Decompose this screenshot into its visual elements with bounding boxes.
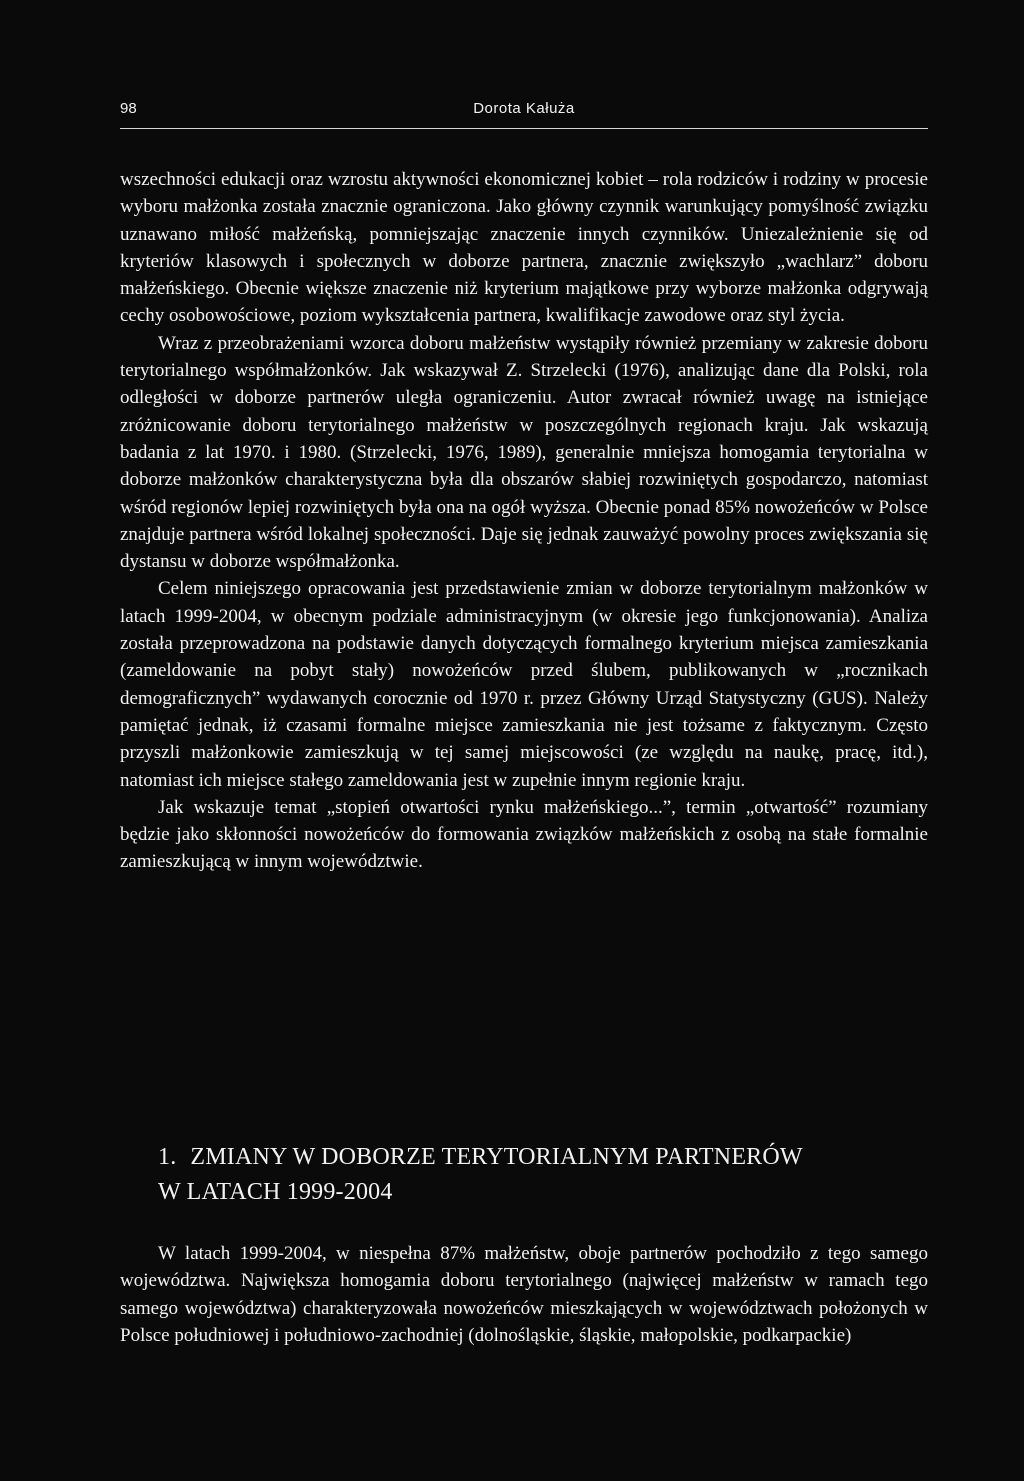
section-number: 1. bbox=[158, 1144, 177, 1170]
section-title-line-2: W LATACH 1999-2004 bbox=[158, 1179, 393, 1205]
paragraph-3: Celem niniejszego opracowania jest przedstawienie zmian w doborze terytorialnym małżonków w latach 1999-2004, w obecnym podziale administracyjnym (w okresie jego funkcjonowania). Analiza została przeprowadzona na podstawie danych dotyczących formalnego kryterium miejsca zamieszkania (zameldowanie na pobyt stały) nowożeńców przed ślubem, publikowanych w „rocznikach demograficznych” wydawanych corocznie od 1970 r. przez Główny Urząd Statystyczny (GUS). Należy pamiętać jednak, iż czasami formalne miejsce zamieszkania nie jest tożsame z faktycznym. Często przyszli małżonkowie zamieszkują w tej samej miejscowości (ze względu na naukę, pracę, itd.), natomiast ich miejsce stałego zameldowania jest w zupełnie innym regionie kraju. bbox=[120, 578, 928, 791]
paragraph-2: Wraz z przeobrażeniami wzorca doboru małżeństw wystąpiły również przemiany w zakresie doboru terytorialnego współmałżonków. Jak wskazywał Z. Strzelecki (1976), analizując dane dla Polski, rola odległości w doborze partnerów uległa ograniczeniu. Autor zwracał również uwagę na istniejące zróżnicowanie doboru terytorialnego małżeństw w poszczególnych regionach kraju. Jak wskazują badania z lat 1970. i 1980. (Strzelecki, 1976, 1989), generalnie mniejsza homogamia terytorialna w doborze małżonków charakterystyczna była dla obszarów słabiej rozwiniętych gospodarczo, natomiast wśród regionów lepiej rozwiniętych była ona na ogół wyższa. Obecnie ponad 85% nowożeńców w Polsce znajduje partnera wśród lokalnej społeczności. Daje się jednak zauważyć powolny proces zwiększania się dystansu w doborze współmałżonka. bbox=[120, 332, 928, 573]
section-title-line-1: ZMIANY W DOBORZE TERYTORIALNYM PARTNERÓW bbox=[190, 1144, 803, 1170]
running-head-author: Dorota Kałuża bbox=[473, 100, 575, 117]
paragraph-1: wszechności edukacji oraz wzrostu aktywności ekonomicznej kobiet – rola rodziców i rodziny w procesie wyboru małżonka została znacznie ograniczona. Jako główny czynnik warunkujący pomyślność związku uznawano miłość małżeńską, pomniejszając znaczenie innych czynników. Uniezależnienie się od kryteriów klasowych i społecznych w doborze partnera, znacznie zwiększyło „wachlarz” doboru małżeńskiego. Obecnie większe znaczenie niż kryterium majątkowe przy wyborze małżonka odgrywają cechy osobowościowe, poziom wykształcenia partnera, kwalifikacje zawodowe oraz styl życia. bbox=[120, 169, 928, 327]
section-heading bbox=[158, 1140, 928, 1210]
paragraph-4: Jak wskazuje temat „stopień otwartości rynku małżeńskiego...”, termin „otwartość” rozumiany będzie jako skłonności nowożeńców do formowania związków małżeńskich z osobą na stałe formalnie zamieszkującą w innym województwie. bbox=[120, 796, 928, 873]
body-text bbox=[120, 166, 928, 876]
running-header bbox=[120, 98, 928, 129]
section-heading-line-1 bbox=[158, 1140, 928, 1175]
section-body bbox=[120, 1240, 928, 1349]
page-number: 98 bbox=[120, 100, 137, 117]
section-paragraph-1: W latach 1999-2004, w niespełna 87% małżeństw, oboje partnerów pochodziło z tego samego województwa. Największa homogamia doboru terytorialnego (najwięcej małżeństw w ramach tego samego województwa) charakteryzowała nowożeńców mieszkających w województwach położonych w Polsce południowej i południowo-zachodniej (dolnośląskie, śląskie, małopolskie, podkarpackie) bbox=[120, 1243, 928, 1346]
